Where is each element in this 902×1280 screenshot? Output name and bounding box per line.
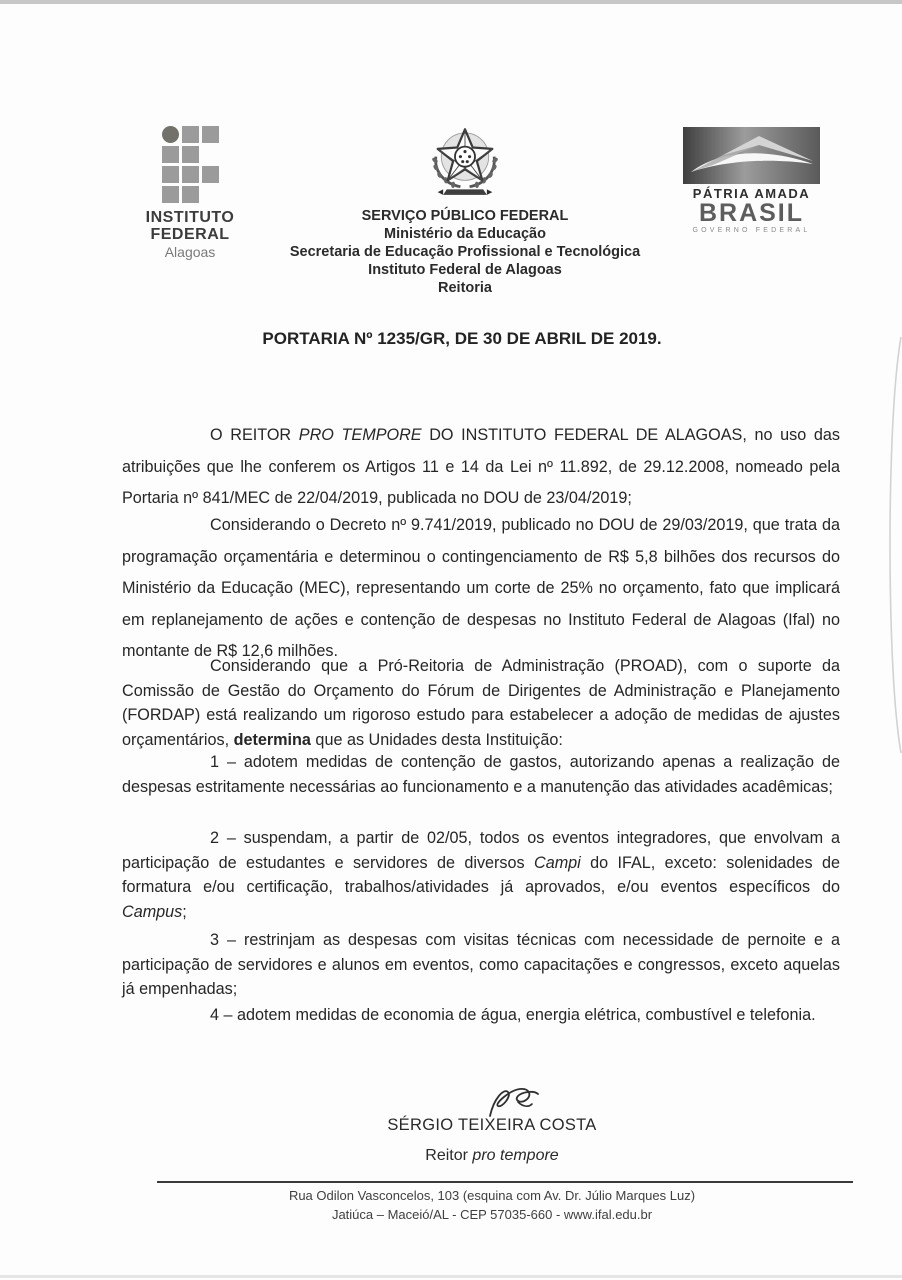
footer-address-line2: Jatiúca – Maceió/AL - CEP 57035-660 - www.ifal.edu.br	[331, 1207, 653, 1222]
paragraph-considerando-1: Considerando o Decreto nº 9.741/2019, publicado no DOU de 29/03/2019, que trata da programação orçamentária e determinou o contingenciamento de R$ 5,8 bilhões dos recursos do Ministério da Educação (MEC), representando um corte de 25% no orçamento, fato que implicará em replanejamento de ações e contenção de despesas no Instituto Federal de Alagoas (Ifal) no montante de R$ 12,6 milhões.	[122, 516, 840, 660]
if-logo-text-federal: FEDERAL	[150, 226, 230, 243]
gov-logo-patria-amada: PÁTRIA AMADA	[692, 186, 811, 201]
signer-name: SÉRGIO TEIXEIRA COSTA	[387, 1116, 597, 1134]
brasil-flag-swoosh-icon	[683, 127, 820, 184]
header-line-reitoria: Reitoria	[438, 280, 492, 296]
instituto-federal-logo	[130, 126, 250, 260]
document-title: PORTARIA Nº 1235/GR, DE 30 DE ABRIL DE 2019.	[262, 329, 662, 348]
header-line-ministerio: Ministério da Educação	[384, 226, 546, 242]
scan-edge-top	[0, 0, 902, 4]
gov-logo-brasil: BRASIL	[698, 199, 805, 227]
signer-role: Reitor pro tempore	[425, 1147, 559, 1164]
footer-divider	[157, 1181, 853, 1183]
paragraph-preamble: O REITOR PRO TEMPORE DO INSTITUTO FEDERAL DE ALAGOAS, no uso das atribuições que lhe conferem os Artigos 11 e 14 da Lei nº 11.892, de 29.12.2008, nomeado pela Portaria nº 841/MEC de 22/04/2019, publicada no DOU de 23/04/2019;	[122, 426, 841, 507]
header-center-block	[255, 122, 675, 297]
if-logo-text-instituto: INSTITUTO	[145, 209, 235, 226]
scan-artifact-curve	[888, 335, 902, 755]
paragraph-item-1: 1 – adotem medidas de contenção de gastos, autorizando apenas a realização de despesas estritamente necessárias ao funcionamento e a manutenção das atividades acadêmicas;	[122, 753, 840, 796]
footer-address-line1: Rua Odilon Vasconcelos, 103 (esquina com Av. Dr. Júlio Marques Luz)	[288, 1188, 696, 1203]
footer-address	[122, 1186, 862, 1224]
header-line-instituto: Instituto Federal de Alagoas	[368, 262, 562, 278]
gov-logo-governo-federal: GOVERNO FEDERAL	[692, 227, 811, 234]
brazil-coat-of-arms-icon	[419, 122, 511, 204]
governo-federal-logo	[683, 127, 820, 235]
paragraph-item-2: 2 – suspendam, a partir de 02/05, todos os eventos integradores, que envolvam a participação de estudantes e servidores de diversos Campi do IFAL, exceto: solenidades de formatura e/ou certificação, trabalhos/atividades já aprovados, e/ou eventos específicos do Campus;	[122, 829, 840, 921]
if-squares-logo-icon	[162, 126, 219, 203]
header-line-servico-publico: SERVIÇO PÚBLICO FEDERAL	[361, 208, 569, 224]
handwritten-signature-icon	[488, 1086, 540, 1120]
if-logo-text-alagoas: Alagoas	[164, 244, 216, 260]
header-line-secretaria: Secretaria de Educação Profissional e Tecnológica	[289, 244, 641, 260]
paragraph-item-3: 3 – restrinjam as despesas com visitas técnicas com necessidade de pernoite e a participação de servidores e alunos em eventos, como capacitações e congressos, exceto aquelas já empenhadas;	[122, 931, 840, 999]
scan-edge-bottom	[0, 1275, 902, 1278]
paragraph-considerando-2: Considerando que a Pró-Reitoria de Administração (PROAD), com o suporte da Comissão de Gestão do Orçamento do Fórum de Dirigentes de Administração e Planejamento (FORDAP) está realizando um rigoroso estudo para estabelecer a adoção de medidas de ajustes orçamentários, determina que as Unidades desta Instituição:	[122, 657, 840, 749]
paragraph-item-4: 4 – adotem medidas de economia de água, energia elétrica, combustível e telefonia.	[210, 1006, 816, 1024]
